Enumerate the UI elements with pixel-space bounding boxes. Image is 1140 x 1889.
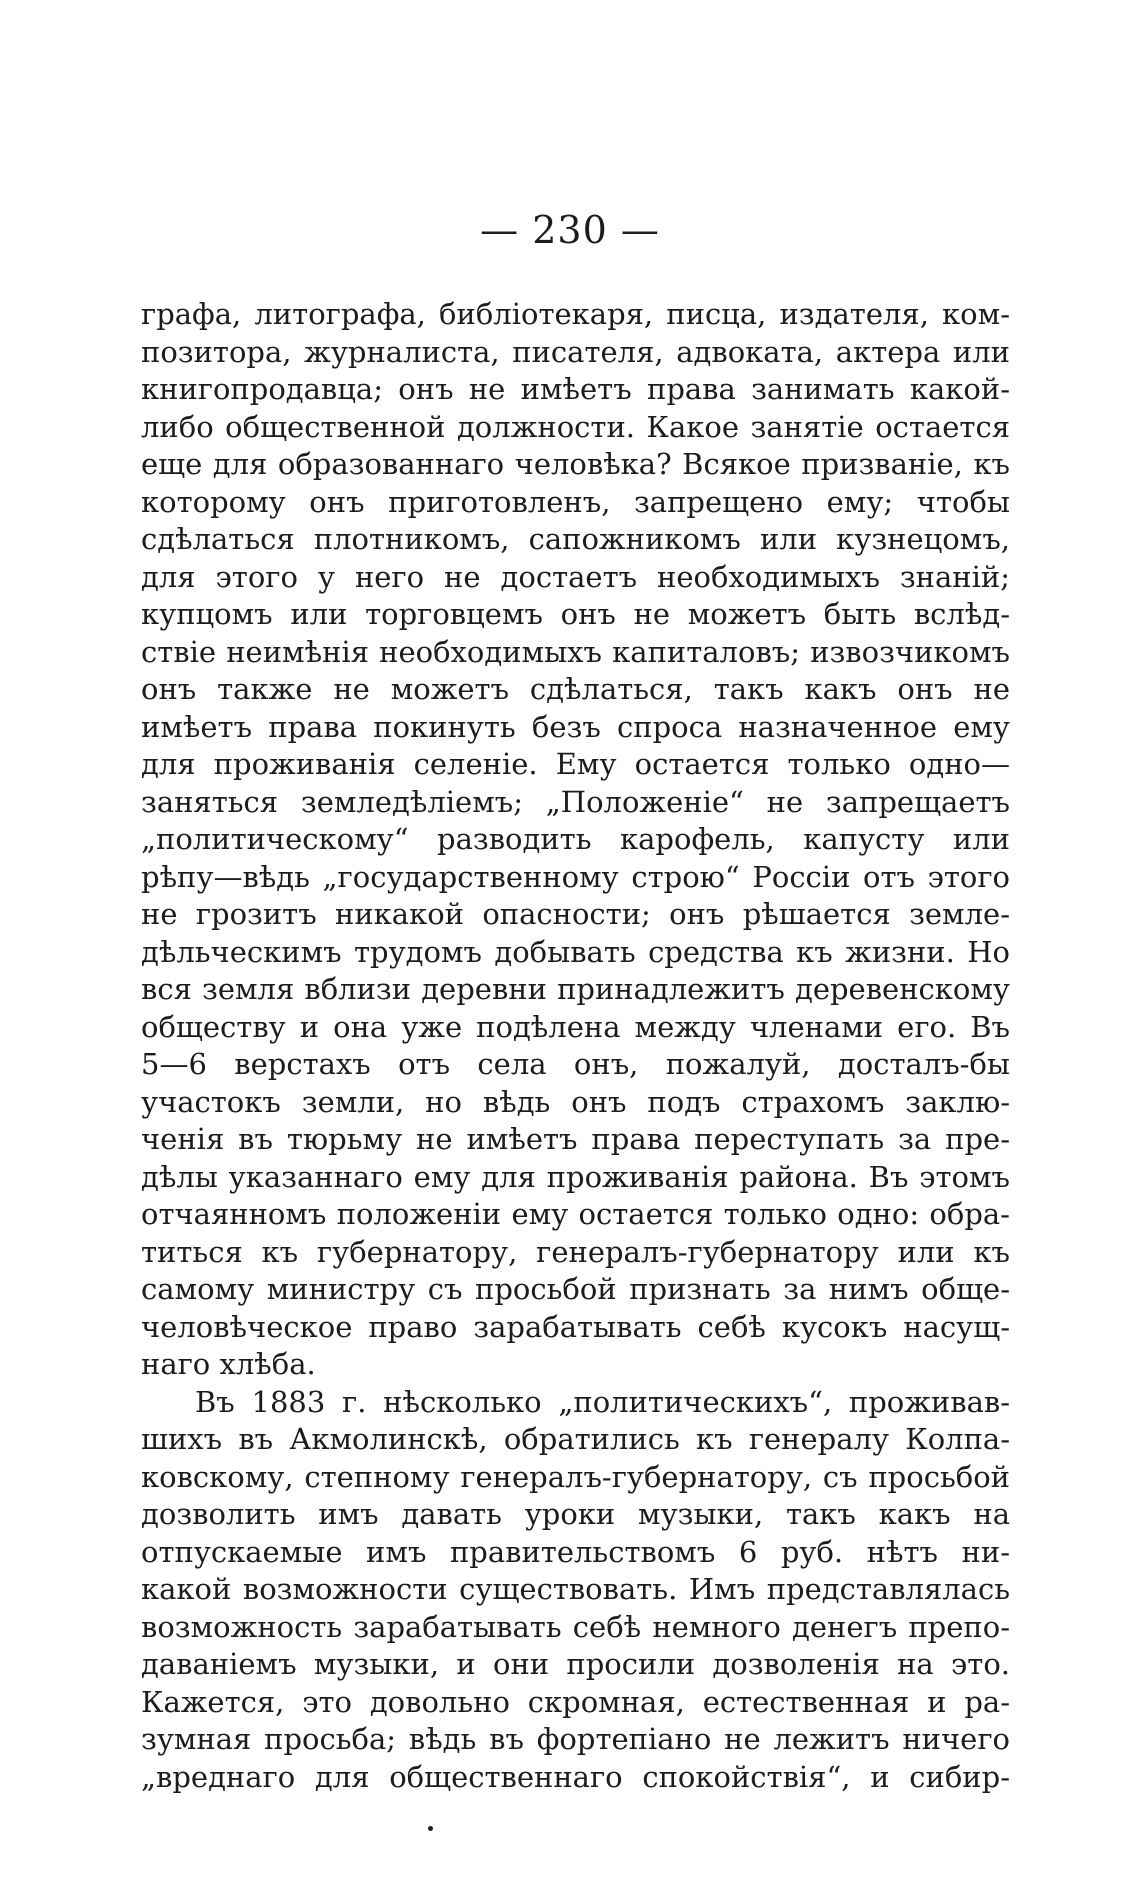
text-line: купцомъ или торговцемъ онъ не можетъ быть вслѣд- <box>141 597 1010 631</box>
text-line: Въ 1883 г. нѣсколько „политическихъ“, проживав- <box>195 1384 1010 1419</box>
text-line: зумная просьба; вѣдь въ фортепiано не лежитъ ничего <box>141 1722 1010 1756</box>
text-line: шихъ въ Акмолинскѣ, обратились къ генералу Колпа- <box>141 1422 1010 1456</box>
text-line: отпускаемые имъ правительствомъ 6 руб. нѣтъ ни- <box>141 1534 1010 1569</box>
body-text <box>141 296 1010 1796</box>
text-line: „вреднаго для общественнаго спокойствiя“, и сибир- <box>141 1759 1010 1794</box>
text-line: либо общественной должности. Какое занятiе остается <box>141 409 1010 444</box>
text-line: которому онъ приготовленъ, запрещено ему; чтобы <box>141 484 1010 519</box>
text-line: рѣпу—вѣдь „государственному строю“ Россiи отъ этого <box>141 859 1010 894</box>
paragraph-2 <box>141 1384 1010 1797</box>
text-line: человѣческое право зарабатывать себѣ кусокъ насущ- <box>141 1309 1010 1344</box>
text-line: ченiя въ тюрьму не имѣетъ права переступать за пре- <box>141 1122 1010 1156</box>
text-line: онъ также не можетъ сдѣлаться, такъ какъ онъ не <box>141 672 1010 706</box>
text-line: даванiемъ музыки, и они просили дозволенiя на это. <box>141 1647 1010 1681</box>
text-line: не грозитъ никакой опасности; онъ рѣшается земле- <box>141 897 1010 931</box>
text-line: какой возможности существовать. Имъ представлялась <box>141 1572 1010 1606</box>
text-line: Кажется, это довольно скромная, естественная и ра- <box>141 1684 1010 1719</box>
page-number: — 230 — <box>480 208 660 252</box>
text-line: 5—6 верстахъ отъ села онъ, пожалуй, досталъ-бы <box>141 1047 1010 1081</box>
text-line: еще для образованнаго человѣка? Всякое призванiе, къ <box>141 447 1010 481</box>
text-line: имѣетъ права покинуть безъ спроса назначенное ему <box>141 709 1010 744</box>
text-line: участокъ земли, но вѣдь онъ подъ страхомъ заклю- <box>141 1084 1010 1119</box>
text-line: отчаянномъ положенiи ему остается только одно: обра- <box>141 1197 1010 1231</box>
text-line: „политическому“ разводить карофель, капусту или <box>141 822 1010 856</box>
text-line: дѣлы указаннаго ему для проживанiя района. Въ этомъ <box>141 1159 1010 1194</box>
text-line: обществу и она уже подѣлена между членами его. Въ <box>141 1009 1010 1044</box>
text-line: книгопродавца; онъ не имѣетъ права занимать какой- <box>141 372 1010 406</box>
paragraph-1 <box>141 296 1010 1384</box>
text-line: дѣльческимъ трудомъ добывать средства къ жизни. Но <box>141 934 1010 969</box>
text-line: для этого у него не достаетъ необходимыхъ знанiй; <box>141 559 1010 594</box>
text-line: наго хлѣба. <box>141 1347 316 1381</box>
text-line: позитора, журналиста, писателя, адвоката, актера или <box>141 334 1010 369</box>
text-line: титься къ губернатору, генералъ-губернатору или къ <box>141 1234 1010 1269</box>
text-line: возможность зарабатывать себѣ немного денегъ препо- <box>141 1609 1010 1644</box>
text-line: ковскому, степному генералъ-губернатору, съ просьбой <box>141 1459 1010 1494</box>
text-line: вся земля вблизи деревни принадлежитъ деревенскому <box>141 972 1010 1006</box>
text-line: сдѣлаться плотникомъ, сапожникомъ или кузнецомъ, <box>141 522 1010 556</box>
text-line: самому министру съ просьбой признать за нимъ обще- <box>141 1272 1010 1306</box>
text-line: для проживанiя селенiе. Ему остается только одно— <box>141 747 1010 781</box>
text-line: дозволить имъ давать уроки музыки, такъ какъ на <box>141 1497 1010 1531</box>
text-line: ствiе неимѣнiя необходимыхъ капиталовъ; извозчикомъ <box>141 634 1010 669</box>
text-line: заняться земледѣлiемъ; „Положенiе“ не запрещаетъ <box>141 784 1010 819</box>
text-line: графа, литографа, библiотекаря, писца, издателя, ком- <box>141 297 1010 331</box>
print-speck <box>428 1826 433 1831</box>
